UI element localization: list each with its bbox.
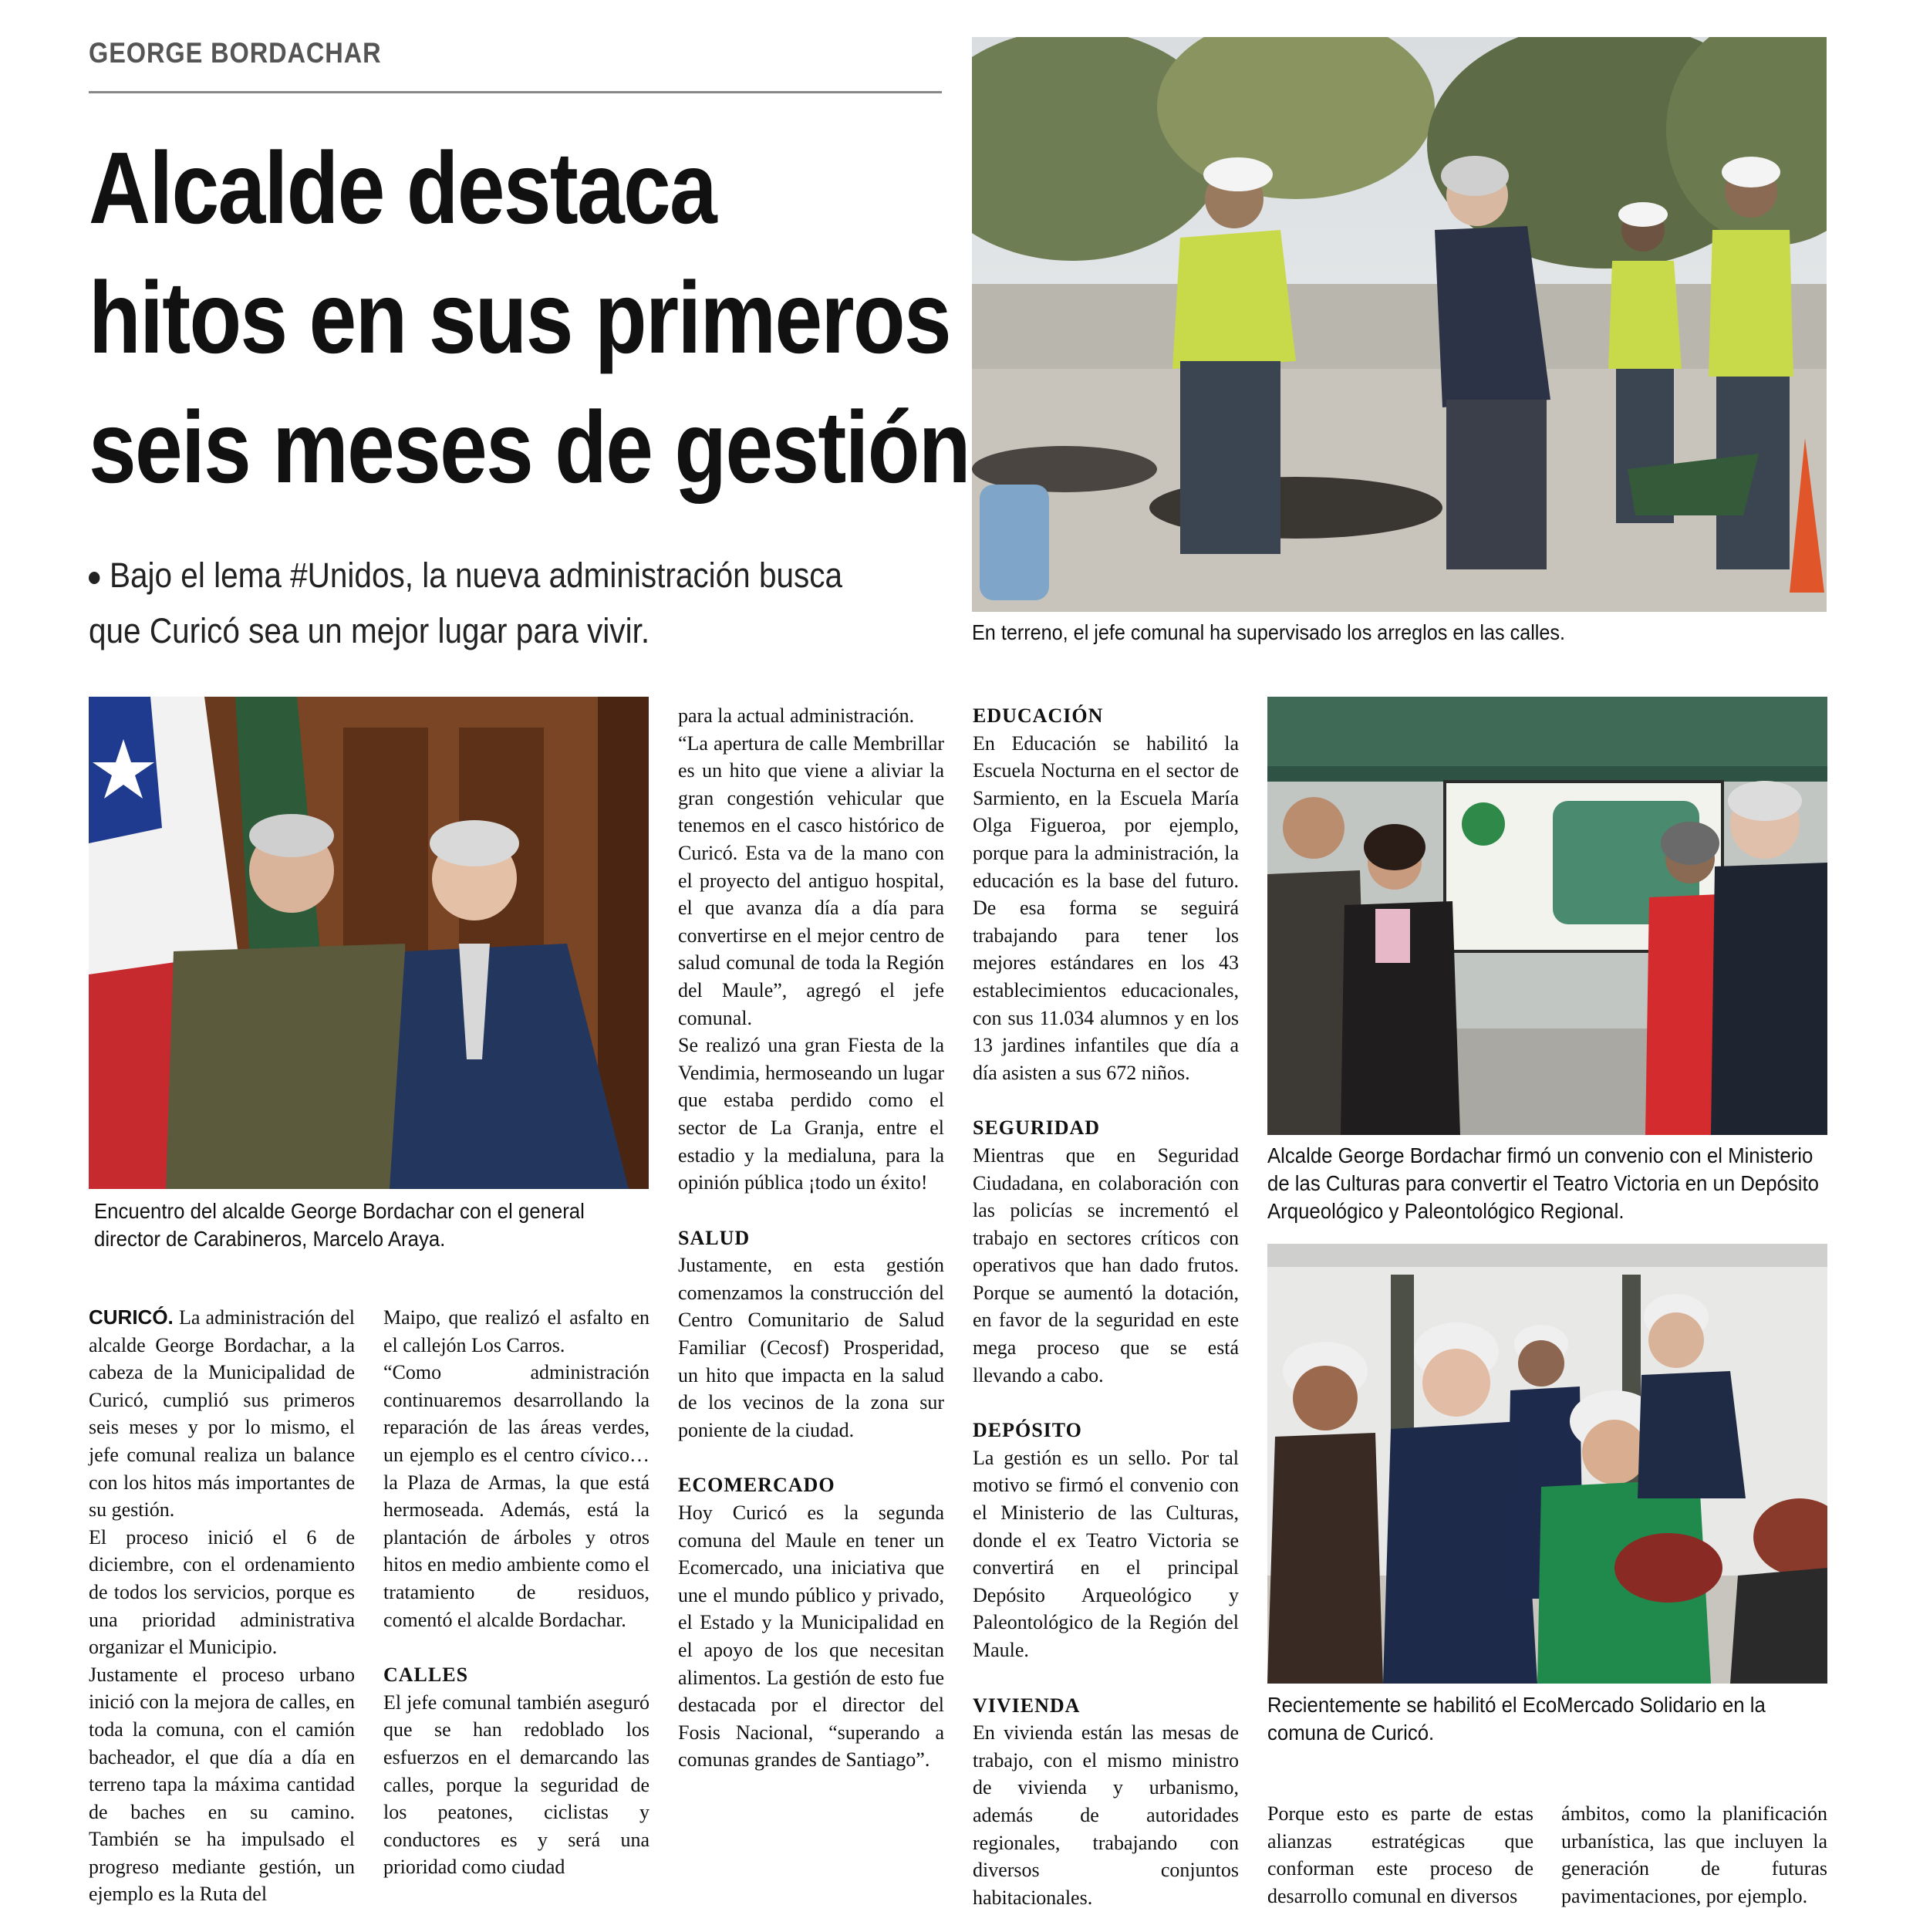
header-rule (89, 91, 942, 93)
headline-line-3: seis meses de gestión (89, 390, 970, 504)
col4-paragraph-2: Mientras que en Seguridad Ciudadana, en colaboración con las policías se incrementó el trabajo en sectores críticos con operativos que han dado frutos. Porque se aumentó la dotación, en favor de la seguridad en este mega proceso que se está llevando a cabo. (973, 1143, 1239, 1387)
caption-carabineros-line-1: Encuentro del alcalde George Bordachar con el general (94, 1199, 585, 1223)
col4-paragraph-4: En vivienda están las mesas de trabajo, con el mismo ministro de vivienda y urbanismo, además de autoridades regionales, trabajando con diversos conjuntos habitacionales. (973, 1721, 1239, 1909)
body-column-2 (383, 1304, 649, 1881)
body-column-4 (973, 702, 1239, 1911)
caption-carabineros-line-2: director de Carabineros, Marcelo Araya. (94, 1227, 446, 1251)
col1-paragraph-1-text: La administración del alcalde George Bordachar, a la cabeza de la Municipalidad de Curicó, cumplió sus primeros seis meses y por lo mismo, el jefe comunal realiza un balance con los hitos más importantes de su gestión. (89, 1306, 355, 1522)
photo-carabineros (89, 697, 649, 1189)
col1-paragraph-3: Justamente el proceso urbano inició con la mejora de calles, en toda la comuna, con el camión bacheador, el que día a día en terreno tapa la máxima cantidad de baches en su camino. También se ha impulsado el progreso mediante gestión, un ejemplo es la Ruta del (89, 1663, 355, 1906)
col3-paragraph-5: Hoy Curicó es la segunda comuna del Maule en tener un Ecomercado, una iniciativa que une el mundo público y privado, el Estado y la Municipalidad en el apoyo de los que necesitan alimentos. La gestión de esto fue destacada por el director del Fosis Nacional, “superando a comunas grandes de Santiago”. (678, 1501, 944, 1772)
caption-carabineros (94, 1197, 605, 1253)
col4-paragraph-3: La gestión es un sello. Por tal motivo se firmó el convenio con el Ministerio de las Culturas, donde el ex Teatro Victoria se convertirá en el principal Depósito Arqueológico y Paleontológico de la Región del Maule. (973, 1446, 1239, 1661)
col2-paragraph-2: “Como administración continuaremos desarrollando la reparación de las áreas verdes, un ejemplo es el centro cívico… la Plaza de Armas, la que está hermoseada. Además, está la plantación de árboles y otros hitos en medio ambiente como el tratamiento de residuos, comentó el alcalde Bordachar. (383, 1361, 649, 1631)
photo-ecomercado (1267, 1244, 1827, 1684)
col1-paragraph-1 (89, 1304, 355, 1524)
headline-line-2: hitos en sus primeros (89, 261, 950, 374)
body-column-3 (678, 702, 944, 1774)
byline: GEORGE BORDACHAR (89, 37, 382, 69)
section-heading-deposito: DEPÓSITO (973, 1419, 1082, 1442)
headline-line-1: Alcalde destaca (89, 131, 717, 245)
lead-paragraph (89, 548, 856, 659)
section-heading-seguridad: SEGURIDAD (973, 1116, 1101, 1140)
caption-teatro-victoria: Alcalde George Bordachar firmó un convenio con el Ministerio de las Culturas para convertir el Teatro Victoria en un Depósito Arqueológico y Paleontológico Regional. (1267, 1143, 1819, 1223)
section-heading-salud: SALUD (678, 1226, 751, 1249)
col4-paragraph-1: En Educación se habilitó la Escuela Nocturna en el sector de Sarmiento, en la Escuela María Olga Figueroa, por ejemplo, porque para la administración, la educación es la base del futuro. De esa forma se seguirá trabajando para tener los mejores estándares en los 43 establecimientos educacionales, con sus 11.034 alumnos y en los 13 jardines infantiles que día a día asisten a sus 672 niños. (973, 731, 1239, 1084)
body-column-6 (1561, 1800, 1827, 1910)
body-column-5 (1267, 1800, 1533, 1910)
headline (89, 123, 970, 512)
col2-paragraph-3: El jefe comunal también aseguró que se han redoblado los esfuerzos en el demarcando las calles, porque la seguridad de los peatones, ciclistas y conductores es y será una prioridad como ciudad (383, 1690, 649, 1879)
col2-paragraph-1: Maipo, que realizó el asfalto en el callejón Los Carros. (383, 1306, 649, 1356)
section-heading-calles: CALLES (383, 1663, 469, 1687)
section-heading-educacion: EDUCACIÓN (973, 704, 1104, 727)
col5-paragraph-1: Porque esto es parte de estas alianzas estratégicas que conforman este proceso de desarrollo comunal en diversos (1267, 1802, 1533, 1907)
col3-paragraph-3: Se realizó una gran Fiesta de la Vendimia, hermoseando un lugar que estaba perdido como el sector de La Granja, entre el estadio y la medialuna, para la opinión pública ¡todo un éxito! (678, 1034, 944, 1194)
section-heading-vivienda: VIVIENDA (973, 1694, 1081, 1717)
caption-street-works: En terreno, el jefe comunal ha supervisado los arreglos en las calles. (972, 620, 1566, 644)
col3-paragraph-1: para la actual administración. (678, 704, 915, 727)
section-heading-ecomercado: ECOMERCADO (678, 1474, 835, 1497)
bullet-icon (89, 572, 100, 584)
col1-paragraph-2: El proceso inició el 6 de diciembre, con el ordenamiento de todos los servicios, porque es una prioridad administrativa organizar el Municipio. (89, 1525, 355, 1659)
col6-paragraph-1: ámbitos, como la planificación urbanística, las que incluyen la generación de futuras pavimentaciones, por ejemplo. (1561, 1802, 1827, 1907)
caption-ecomercado: Recientemente se habilitó el EcoMercado Solidario en la comuna de Curicó. (1267, 1693, 1766, 1745)
dateline: CURICÓ. (89, 1305, 174, 1329)
col3-paragraph-2: “La apertura de calle Membrillar es un hito que viene a aliviar la gran congestión vehicular que tenemos en el casco histórico de Curicó. Esta va de la mano con el proyecto del antiguo hospital, el que avanza día a día para convertirse en el mejor centro de salud comunal de toda la Región del Maule”, agregó el jefe comunal. (678, 731, 944, 1029)
body-column-1 (89, 1304, 355, 1908)
col3-paragraph-4: Justamente, en esta gestión comenzamos la construcción del Centro Comunitario de Salud Familiar (Cecosf) Prosperidad, un hito que impacta en la salud de los vecinos de la zona sur poniente de la ciudad. (678, 1254, 944, 1441)
photo-street-works (972, 37, 1827, 612)
lead-text: Bajo el lema #Unidos, la nueva administración busca que Curicó sea un mejor lugar para vivir. (89, 556, 843, 650)
photo-teatro-victoria (1267, 697, 1827, 1135)
